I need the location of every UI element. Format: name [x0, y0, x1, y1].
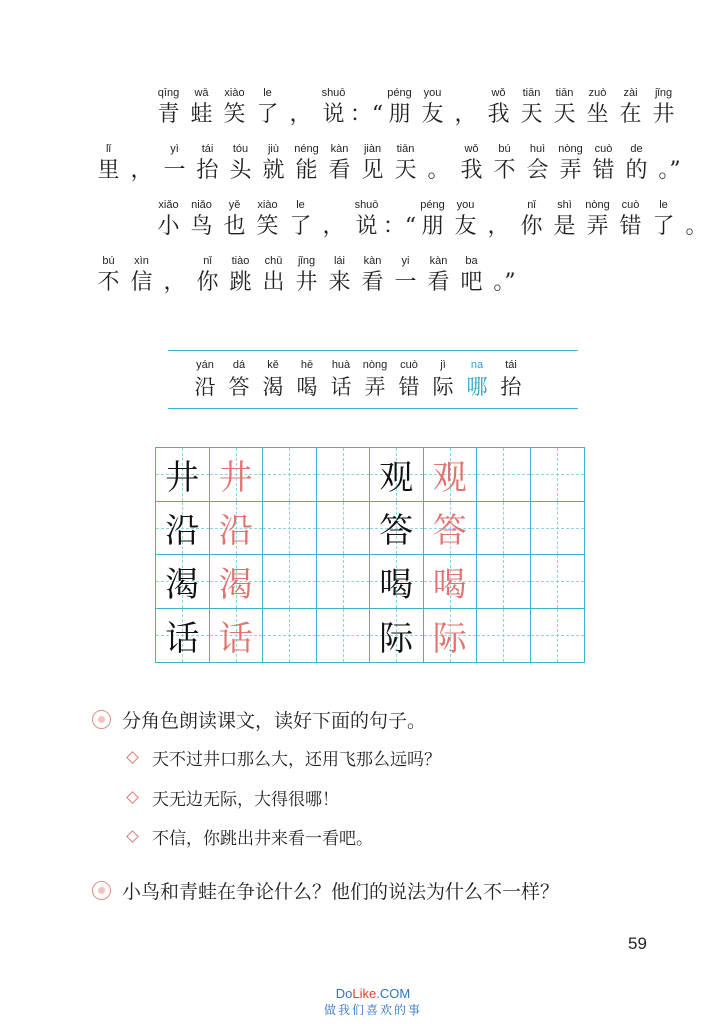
pinyin: wǒ: [464, 143, 479, 155]
hanzi: 。: [685, 214, 708, 239]
ruby-character: [251, 84, 284, 130]
ruby-character: [581, 84, 614, 130]
writing-box[interactable]: [477, 555, 531, 609]
hanzi: 际: [432, 375, 454, 399]
writing-box[interactable]: [370, 555, 424, 609]
trace-character: 答: [432, 511, 467, 552]
passage-line-3: [152, 196, 713, 242]
writing-box[interactable]: [263, 555, 317, 609]
ruby-character: [620, 140, 653, 186]
passage-line-2: [92, 140, 686, 186]
writing-box[interactable]: [317, 609, 371, 663]
ruby-character: [356, 252, 389, 298]
exercise-1-item: [128, 785, 339, 810]
character-writing-grid: [155, 447, 585, 663]
pinyin: wā: [194, 87, 209, 99]
hanzi: 出: [262, 270, 285, 295]
hanzi: 来: [328, 270, 351, 295]
hanzi: 的: [625, 158, 648, 183]
ruby-character: [185, 196, 218, 242]
punctuation: [158, 252, 191, 298]
hanzi: 信: [130, 270, 153, 295]
ruby-character: [587, 140, 620, 186]
hanzi: 看: [427, 270, 450, 295]
pinyin: jǐng: [654, 87, 673, 99]
trace-character: 喝: [432, 564, 467, 605]
ruby-character: [416, 84, 449, 130]
ruby-character: [389, 252, 422, 298]
pinyin: shuō: [354, 199, 379, 211]
ruby-character: [356, 140, 389, 186]
hanzi: ，: [454, 102, 477, 127]
watermark-brand[interactable]: [318, 986, 428, 1002]
pinyin: yán: [196, 359, 214, 371]
pinyin: cuò: [594, 143, 613, 155]
hanzi: ：“: [382, 214, 417, 239]
ruby-character: [191, 252, 224, 298]
writing-box[interactable]: [370, 502, 424, 556]
ruby-character: [218, 196, 251, 242]
new-word: [324, 358, 358, 402]
pinyin: qīng: [157, 87, 180, 99]
pinyin: wǒ: [491, 87, 506, 99]
writing-box[interactable]: [370, 448, 424, 502]
pinyin: tiān: [522, 87, 541, 99]
writing-box[interactable]: [210, 555, 264, 609]
writing-box[interactable]: [424, 609, 478, 663]
pinyin: xìn: [134, 255, 149, 267]
hanzi: 在: [619, 102, 642, 127]
pinyin: le: [296, 199, 305, 211]
hanzi: 了: [652, 214, 675, 239]
diamond-bullet-icon: [126, 791, 139, 804]
ruby-character: [92, 140, 125, 186]
writing-box[interactable]: [210, 448, 264, 502]
punctuation: [284, 84, 317, 130]
ruby-character: [614, 196, 647, 242]
pinyin: chū: [264, 255, 283, 267]
ruby-character: [488, 140, 521, 186]
ruby-character: [515, 84, 548, 130]
hanzi: 坐: [586, 102, 609, 127]
passage-line-4: [92, 252, 521, 298]
ruby-character: [521, 140, 554, 186]
hanzi: 里: [97, 158, 120, 183]
hanzi: 是: [553, 214, 576, 239]
writing-box[interactable]: [424, 448, 478, 502]
hanzi: 错: [619, 214, 642, 239]
hanzi: 蛙: [190, 102, 213, 127]
ruby-character: [383, 84, 416, 130]
pinyin: lái: [333, 255, 345, 267]
hanzi: 答: [228, 375, 250, 399]
hanzi: ，: [322, 214, 345, 239]
watermark-brand-b: Like: [352, 986, 377, 1001]
ruby-character: [92, 252, 125, 298]
exercise-2: [92, 877, 559, 904]
model-character: 答: [379, 511, 414, 552]
writing-box[interactable]: [263, 609, 317, 663]
pinyin: nǐ: [203, 255, 212, 267]
trace-character: 观: [432, 457, 467, 498]
pinyin: tái: [201, 143, 214, 155]
pinyin: jiàn: [363, 143, 382, 155]
hanzi: 你: [196, 270, 219, 295]
hanzi: 了: [289, 214, 312, 239]
hanzi: 不: [97, 270, 120, 295]
trace-character: 沿: [218, 511, 253, 552]
ruby-character: [224, 252, 257, 298]
ruby-character: [647, 84, 680, 130]
ruby-character: [257, 140, 290, 186]
hanzi: 天: [520, 102, 543, 127]
hanzi: 一: [394, 270, 417, 295]
model-character: 话: [165, 618, 200, 659]
hanzi: 喝: [296, 375, 318, 399]
hanzi: 笑: [256, 214, 279, 239]
ruby-character: [548, 84, 581, 130]
punctuation: [488, 252, 521, 298]
hanzi: ，: [487, 214, 510, 239]
writing-box[interactable]: [210, 609, 264, 663]
pinyin: huà: [331, 359, 351, 371]
exercise-1: [92, 706, 426, 733]
ruby-character: [152, 84, 185, 130]
pinyin: tóu: [232, 143, 249, 155]
new-words-list: [188, 358, 528, 402]
new-words-bar: [168, 350, 578, 410]
exercise-2-text: 小鸟和青蛙在争论什么？他们的说法为什么不一样？: [122, 881, 560, 903]
pinyin: hē: [300, 359, 314, 371]
pinyin: jì: [440, 359, 446, 371]
pinyin: yì: [170, 143, 179, 155]
pinyin: le: [263, 87, 272, 99]
pinyin: kàn: [363, 255, 382, 267]
hanzi: 能: [295, 158, 318, 183]
pinyin: kàn: [330, 143, 349, 155]
new-word: [256, 358, 290, 402]
punctuation: [653, 140, 686, 186]
diamond-bullet-icon: [126, 830, 139, 843]
pinyin: nòng: [558, 143, 583, 155]
pinyin: niǎo: [191, 199, 212, 211]
writing-box[interactable]: [317, 448, 371, 502]
hanzi: 话: [330, 375, 352, 399]
ruby-character: [251, 196, 284, 242]
pinyin: péng: [420, 199, 445, 211]
hanzi: 跳: [229, 270, 252, 295]
pinyin: tiān: [396, 143, 415, 155]
pinyin: nòng: [362, 359, 388, 371]
writing-box[interactable]: [317, 502, 371, 556]
hanzi: 说: [355, 214, 378, 239]
ruby-character: [284, 196, 317, 242]
hanzi: 你: [520, 214, 543, 239]
watermark-brand-a: Do: [335, 986, 353, 1001]
hanzi: 天: [394, 158, 417, 183]
hanzi: 看: [361, 270, 384, 295]
hanzi: 一: [163, 158, 186, 183]
hanzi: 弄: [364, 375, 386, 399]
exercise-badge-icon: [92, 881, 111, 900]
pinyin: xiǎo: [158, 199, 179, 211]
pinyin: néng: [294, 143, 319, 155]
hanzi: 。”: [493, 270, 516, 295]
model-character: 观: [379, 457, 414, 498]
ruby-character: [125, 252, 158, 298]
hanzi: 朋: [388, 102, 411, 127]
pinyin: you: [423, 87, 442, 99]
punctuation: [383, 196, 416, 242]
hanzi: 我: [460, 158, 483, 183]
hanzi: 不: [493, 158, 516, 183]
pinyin: huì: [529, 143, 546, 155]
new-word: [460, 358, 494, 402]
ruby-character: [515, 196, 548, 242]
writing-box[interactable]: [156, 609, 210, 663]
new-word: [392, 358, 426, 402]
pinyin: nǐ: [527, 199, 536, 211]
new-word: [494, 358, 528, 402]
ruby-character: [152, 196, 185, 242]
pinyin: xiào: [257, 199, 278, 211]
hanzi: 看: [328, 158, 351, 183]
pinyin: le: [659, 199, 668, 211]
watermark-brand-c: .COM: [376, 986, 411, 1001]
exercise-1-item-text: 天不过井口那么大，还用飞那么远吗？: [152, 750, 441, 770]
hanzi: 弄: [559, 158, 582, 183]
writing-box[interactable]: [424, 502, 478, 556]
ruby-character: [449, 196, 482, 242]
ruby-character: [218, 84, 251, 130]
writing-box[interactable]: [263, 502, 317, 556]
pinyin: jǐng: [297, 255, 316, 267]
writing-box[interactable]: [424, 555, 478, 609]
hanzi: 就: [262, 158, 285, 183]
ruby-character: [290, 252, 323, 298]
pinyin: lǐ: [106, 143, 111, 155]
model-character: 际: [379, 618, 414, 659]
ruby-character: [350, 196, 383, 242]
hanzi: 抬: [196, 158, 219, 183]
passage-line-1: [152, 84, 680, 130]
top-rule: [168, 350, 578, 351]
writing-box[interactable]: [531, 609, 585, 663]
ruby-character: [455, 252, 488, 298]
hanzi: ：“: [349, 102, 384, 127]
hanzi: 头: [229, 158, 252, 183]
writing-box[interactable]: [263, 448, 317, 502]
ruby-character: [224, 140, 257, 186]
new-word: [426, 358, 460, 402]
pinyin: yi: [401, 255, 410, 267]
new-word: [358, 358, 392, 402]
pinyin: xiào: [224, 87, 245, 99]
pinyin: bú: [102, 255, 115, 267]
hanzi: 小: [157, 214, 180, 239]
model-character: 沿: [165, 511, 200, 552]
model-character: 渴: [165, 564, 200, 605]
hanzi: 我: [487, 102, 510, 127]
hanzi: 抬: [500, 375, 522, 399]
punctuation: [680, 196, 713, 242]
ruby-character: [422, 252, 455, 298]
pinyin: kàn: [429, 255, 448, 267]
pinyin: dá: [232, 359, 246, 371]
ruby-character: [554, 140, 587, 186]
writing-box[interactable]: [210, 502, 264, 556]
pinyin: tái: [505, 359, 517, 371]
pinyin: tiān: [555, 87, 574, 99]
hanzi: 笑: [223, 102, 246, 127]
hanzi: 友: [421, 102, 444, 127]
ruby-character: [290, 140, 323, 186]
hanzi: 弄: [586, 214, 609, 239]
hanzi: 井: [652, 102, 675, 127]
hanzi: 天: [553, 102, 576, 127]
ruby-character: [389, 140, 422, 186]
new-word: [188, 358, 222, 402]
hanzi: 错: [592, 158, 615, 183]
pinyin: nòng: [585, 199, 610, 211]
ruby-character: [191, 140, 224, 186]
page-number: 59: [628, 934, 647, 953]
ruby-character: [323, 252, 356, 298]
hanzi: 会: [526, 158, 549, 183]
pinyin: zài: [623, 87, 638, 99]
pinyin: cuò: [621, 199, 640, 211]
punctuation: [350, 84, 383, 130]
hanzi: 朋: [421, 214, 444, 239]
pinyin: ba: [465, 255, 478, 267]
trace-character: 井: [218, 457, 253, 498]
punctuation: [449, 84, 482, 130]
pinyin: you: [456, 199, 475, 211]
punctuation: [125, 140, 158, 186]
new-word: [222, 358, 256, 402]
hanzi: 了: [256, 102, 279, 127]
exercise-badge-icon: [92, 710, 111, 729]
pinyin: jiù: [267, 143, 279, 155]
writing-box[interactable]: [477, 609, 531, 663]
ruby-character: [158, 140, 191, 186]
ruby-character: [416, 196, 449, 242]
hanzi: 说: [322, 102, 345, 127]
new-word: [290, 358, 324, 402]
writing-box[interactable]: [156, 502, 210, 556]
ruby-character: [548, 196, 581, 242]
hanzi: 吧: [460, 270, 483, 295]
ruby-character: [647, 196, 680, 242]
pinyin: cuò: [400, 359, 418, 371]
hanzi: 友: [454, 214, 477, 239]
pinyin: tiào: [231, 255, 250, 267]
watermark: [318, 986, 428, 1018]
hanzi: 也: [223, 214, 246, 239]
pinyin: yě: [228, 199, 241, 211]
writing-box[interactable]: [317, 555, 371, 609]
bottom-rule: [168, 408, 578, 409]
model-character: 井: [165, 457, 200, 498]
hanzi: 鸟: [190, 214, 213, 239]
writing-box[interactable]: [370, 609, 424, 663]
ruby-character: [581, 196, 614, 242]
ruby-character: [482, 84, 515, 130]
pinyin: shuō: [321, 87, 346, 99]
pinyin: de: [630, 143, 643, 155]
writing-box[interactable]: [531, 448, 585, 502]
exercise-1-item: [128, 745, 441, 770]
trace-character: 话: [218, 618, 253, 659]
ruby-character: [323, 140, 356, 186]
hanzi: 。: [427, 158, 450, 183]
ruby-character: [257, 252, 290, 298]
punctuation: [482, 196, 515, 242]
writing-box[interactable]: [531, 555, 585, 609]
model-character: 喝: [379, 564, 414, 605]
writing-box[interactable]: [531, 502, 585, 556]
hanzi: 渴: [262, 375, 284, 399]
hanzi: 井: [295, 270, 318, 295]
hanzi: ，: [163, 270, 186, 295]
pinyin: zuò: [588, 87, 607, 99]
hanzi: ，: [130, 158, 153, 183]
watermark-slogan: 做我们喜欢的事: [323, 1003, 422, 1017]
exercise-1-item-text: 天无边无际，大得很哪！: [152, 790, 339, 810]
exercise-1-text: 分角色朗读课文，读好下面的句子。: [122, 710, 427, 732]
diamond-bullet-icon: [126, 751, 139, 764]
hanzi: 见: [361, 158, 384, 183]
hanzi: 沿: [194, 375, 216, 399]
writing-box[interactable]: [156, 555, 210, 609]
writing-box[interactable]: [156, 448, 210, 502]
hanzi: ，: [289, 102, 312, 127]
ruby-character: [185, 84, 218, 130]
exercise-1-item: [128, 824, 373, 849]
exercise-1-item-text: 不信，你跳出井来看一看吧。: [152, 829, 373, 849]
hanzi: 。”: [658, 158, 681, 183]
hanzi: 错: [398, 375, 420, 399]
pinyin: péng: [387, 87, 412, 99]
pinyin: na: [470, 359, 484, 371]
pinyin: kě: [267, 359, 279, 371]
trace-character: 际: [432, 618, 467, 659]
pinyin: shì: [557, 199, 572, 211]
writing-box[interactable]: [477, 448, 531, 502]
writing-box[interactable]: [477, 502, 531, 556]
ruby-character: [614, 84, 647, 130]
punctuation: [422, 140, 455, 186]
pinyin: bú: [498, 143, 511, 155]
punctuation: [317, 196, 350, 242]
trace-character: 渴: [218, 564, 253, 605]
hanzi: 青: [157, 102, 180, 127]
hanzi: 哪: [466, 375, 488, 399]
ruby-character: [317, 84, 350, 130]
ruby-character: [455, 140, 488, 186]
